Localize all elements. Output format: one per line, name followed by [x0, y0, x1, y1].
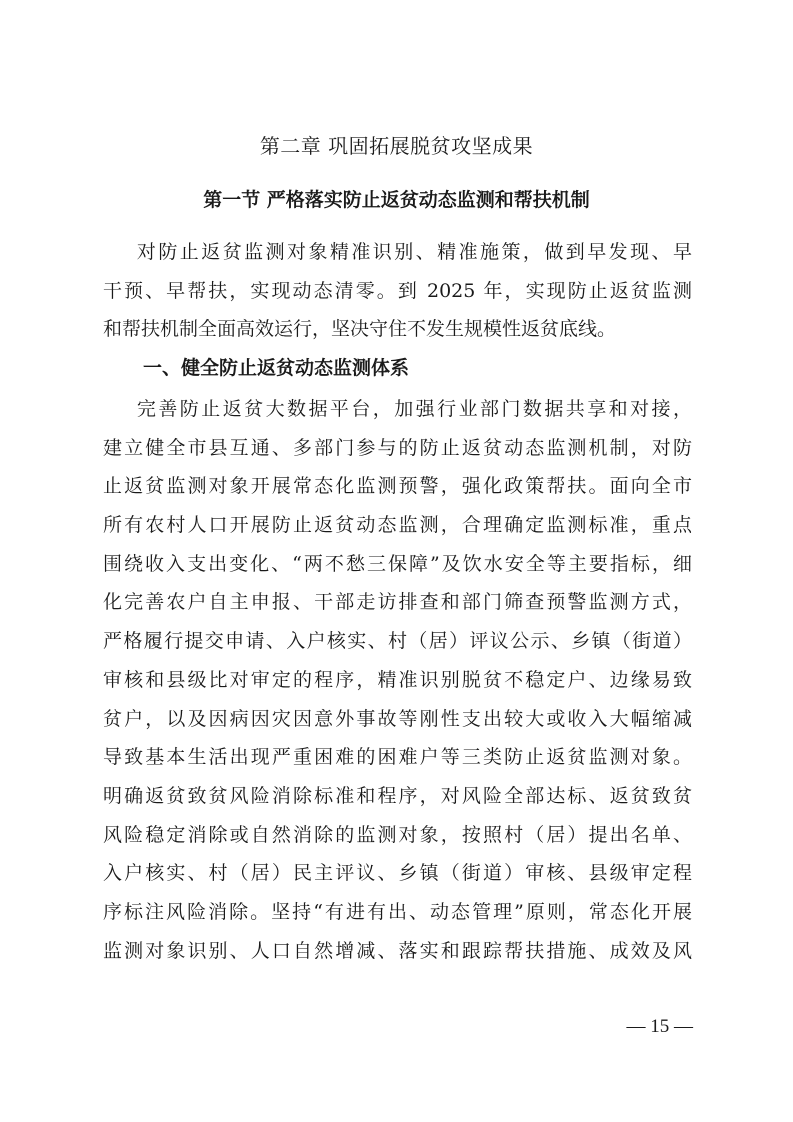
paragraph-line: 入户核实、村（居）民主评议、乡镇（街道）审核、县级审定程: [103, 862, 692, 885]
intro-paragraph: [103, 233, 692, 349]
paragraph-line: 明确返贫致贫风险消除标准和程序，对风险全部达标、返贫致贫: [103, 784, 692, 807]
chapter-title: 第二章 巩固拓展脱贫攻坚成果: [259, 134, 534, 158]
paragraph-line: 严格履行提交申请、入户核实、村（居）评议公示、乡镇（街道）: [103, 630, 692, 653]
paragraph-line: 所有农村人口开展防止返贫动态监测，合理确定监测标准，重点: [103, 514, 692, 537]
paragraph-line: 止返贫监测对象开展常态化监测预警，强化政策帮扶。面向全市: [103, 475, 692, 498]
paragraph-line: 对防止返贫监测对象精准识别、精准施策，做到早发现、早: [103, 241, 692, 263]
paragraph-line: 贫户，以及因病因灾因意外事故等刚性支出较大或收入大幅缩减: [103, 707, 692, 730]
paragraph-line: 审核和县级比对审定的程序，精准识别脱贫不稳定户、边缘易致: [103, 668, 692, 691]
paragraph-line: 围绕收入支出变化、“两不愁三保障”及饮水安全等主要指标，细: [103, 552, 692, 575]
page-number: — 15 —: [626, 1016, 693, 1037]
section-title: 第一节 严格落实防止返贫动态监测和帮扶机制: [203, 189, 590, 211]
paragraph-line: 完善防止返贫大数据平台，加强行业部门数据共享和对接，: [103, 398, 692, 420]
paragraph-line: 和帮扶机制全面高效运行，坚决守住不发生规模性返贫底线。: [103, 318, 617, 341]
paragraph-line: 化完善农户自主申报、干部走访排查和部门筛查预警监测方式，: [103, 591, 692, 614]
paragraph-line: 导致基本生活出现严重困难的困难户等三类防止返贫监测对象。: [103, 746, 692, 769]
body-paragraph: [103, 390, 692, 970]
paragraph-line: 风险稳定消除或自然消除的监测对象，按照村（居）提出名单、: [103, 823, 692, 846]
paragraph-line: 监测对象识别、人口自然增减、落实和跟踪帮扶措施、成效及风: [103, 939, 692, 962]
paragraph-line: 序标注风险消除。坚持“有进有出、动态管理”原则，常态化开展: [103, 900, 692, 923]
paragraph-line: 干预、早帮扶，实现动态清零。到 2025 年，实现防止返贫监测: [103, 279, 692, 302]
subheading: 一、健全防止返贫动态监测体系: [143, 357, 410, 379]
paragraph-line: 建立健全市县互通、多部门参与的防止返贫动态监测机制，对防: [103, 436, 692, 459]
